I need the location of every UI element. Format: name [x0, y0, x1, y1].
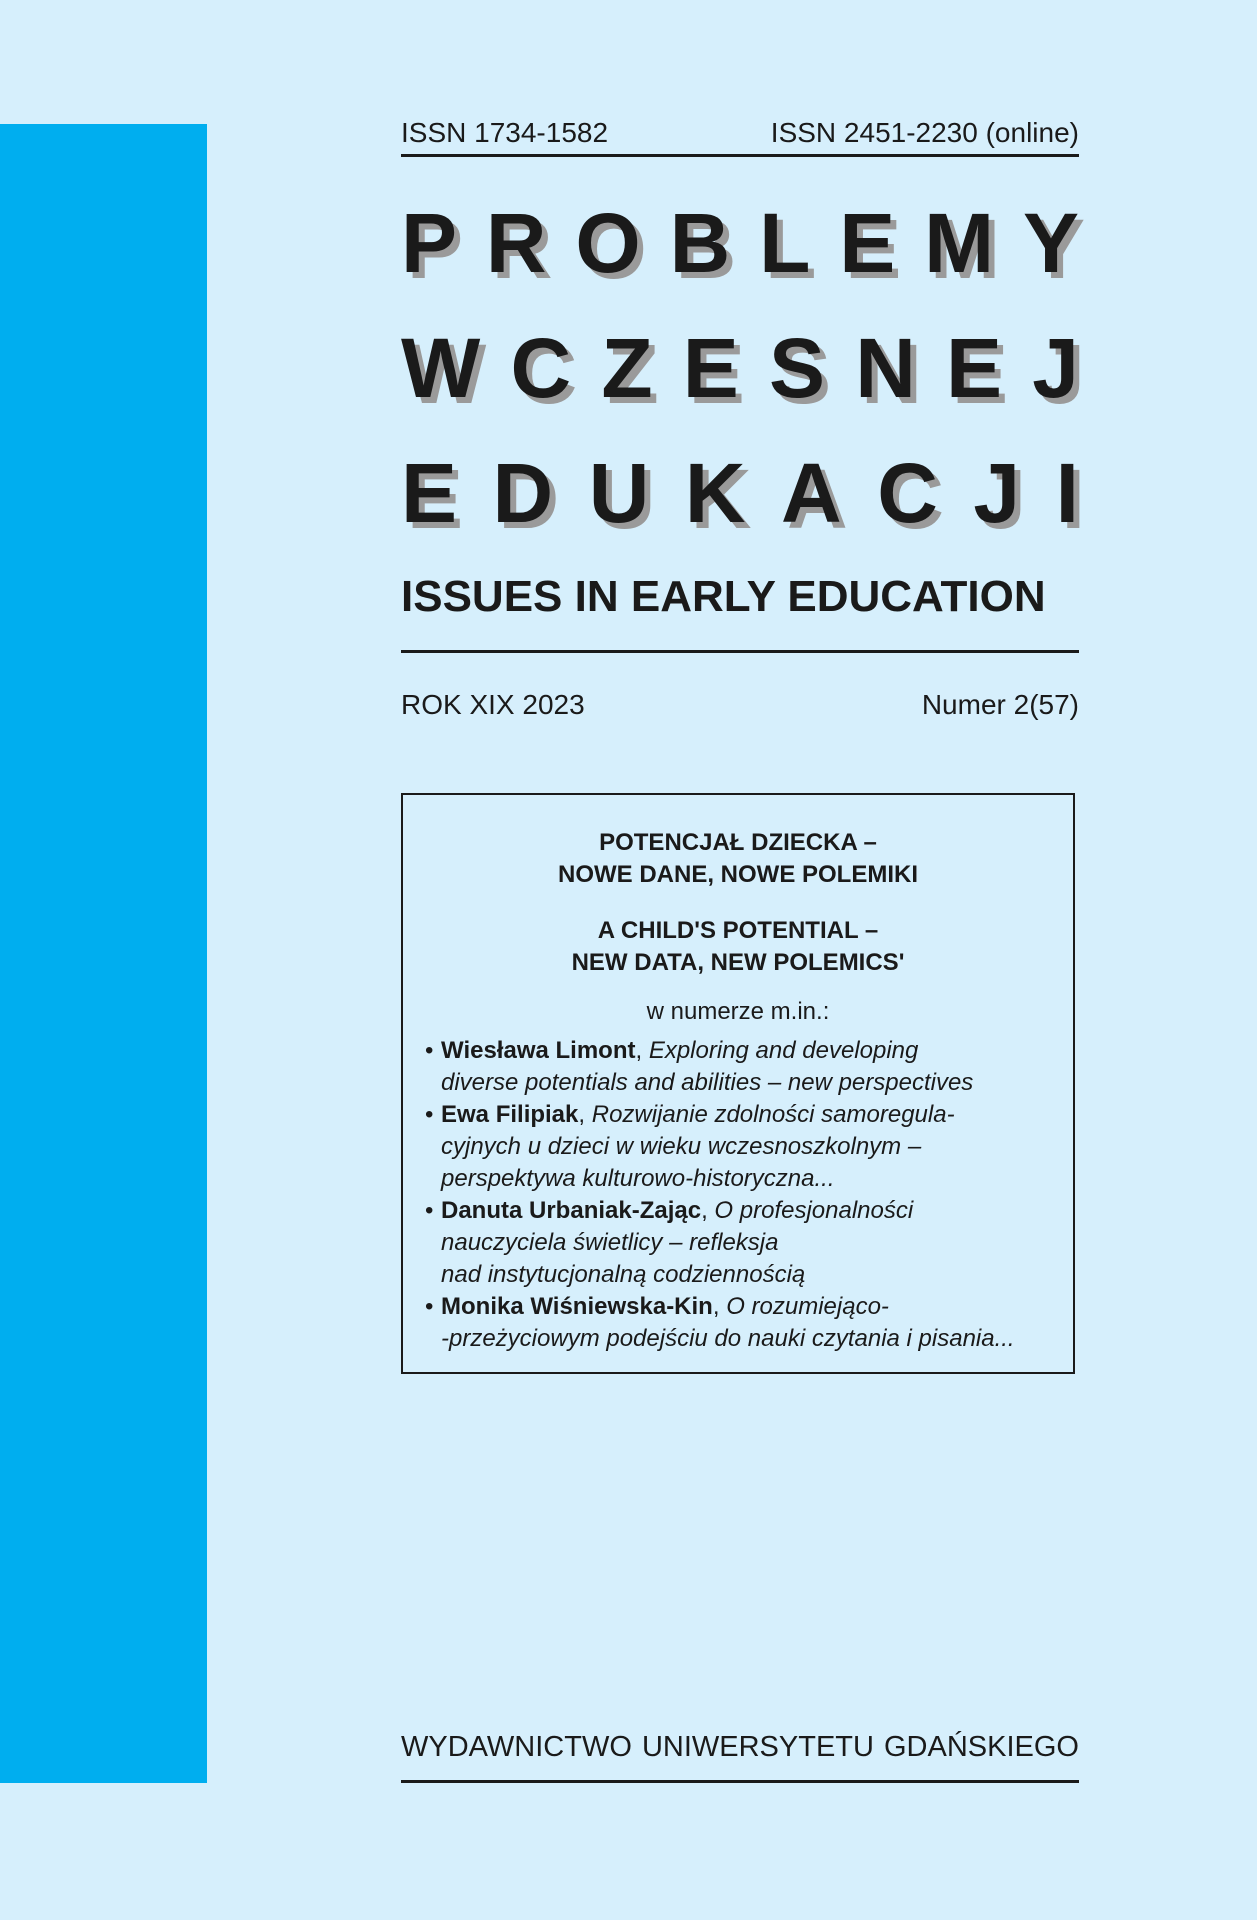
- title-letter: S: [769, 321, 826, 415]
- title-letter: C: [877, 446, 938, 540]
- article-author: Wiesława Limont: [441, 1037, 636, 1064]
- title-letter: I: [1055, 446, 1079, 540]
- cover-stripe: [0, 124, 207, 1783]
- theme-polish: [403, 827, 1073, 891]
- in-issue-label: w numerze m.in.:: [646, 998, 830, 1025]
- title-letter: C: [510, 321, 572, 415]
- title-letter: Y: [1022, 196, 1079, 290]
- title-letter: P: [401, 196, 458, 290]
- theme-polish-line: POTENCJAŁ DZIECKA –: [599, 829, 877, 856]
- title-letter: M: [924, 196, 995, 290]
- issue-year: ROK XIX 2023: [401, 689, 585, 720]
- article-title-line: nauczyciela świetlicy – refleksja: [441, 1229, 779, 1256]
- article-title-line: perspektywa kulturowo-historyczna...: [441, 1165, 835, 1192]
- article-author: Monika Wiśniewska-Kin: [441, 1293, 713, 1320]
- theme-polish-line: NOWE DANE, NOWE POLEMIKI: [558, 861, 918, 888]
- article-title-line: cyjnych u dzieci w wieku wczesnoszkolnym –: [441, 1133, 922, 1160]
- title-line-3: [401, 448, 1079, 538]
- top-rule: [401, 154, 1079, 157]
- article-title-line: Exploring and developing: [648, 1037, 919, 1064]
- title-letter: A: [781, 446, 842, 540]
- title-letter: D: [492, 446, 554, 540]
- title-letter: R: [485, 196, 547, 290]
- theme-english-line: A CHILD'S POTENTIAL –: [597, 917, 879, 944]
- article-title-line: diverse potentials and abilities – new perspectives: [441, 1069, 974, 1096]
- title-letter: U: [588, 446, 650, 540]
- list-item: [425, 1099, 1065, 1195]
- article-title-line: O rozumiejąco-: [726, 1293, 889, 1320]
- article-title-line: Rozwijanie zdolności samoregula-: [591, 1101, 955, 1128]
- title-letter: J: [1032, 321, 1079, 415]
- publisher-word: UNIWERSYTETU: [641, 1731, 874, 1763]
- title-line-2: [401, 323, 1079, 413]
- article-list: [425, 1035, 1065, 1355]
- title-letter: N: [855, 321, 916, 415]
- title-letter: W: [401, 321, 481, 415]
- issn-print: ISSN 1734-1582: [401, 117, 609, 148]
- list-item: [425, 1035, 1065, 1099]
- article-separator: ,: [701, 1197, 715, 1224]
- list-item: [425, 1195, 1065, 1291]
- title-letter: O: [575, 196, 641, 290]
- title-letter: K: [684, 446, 746, 540]
- issue-number: Numer 2(57): [921, 689, 1079, 720]
- issue-row: [401, 688, 1079, 722]
- article-author: Ewa Filipiak: [441, 1101, 579, 1128]
- subtitle-rule: [401, 650, 1079, 653]
- article-title-line: O profesjonalności: [714, 1197, 914, 1224]
- theme-english: [403, 915, 1073, 979]
- title-letter: E: [401, 446, 458, 540]
- article-author: Danuta Urbaniak-Zając: [441, 1197, 702, 1224]
- title-letter: B: [669, 196, 731, 290]
- title-line-1: [401, 198, 1079, 288]
- english-subtitle: ISSUES IN EARLY EDUCATION: [401, 572, 1046, 621]
- publisher-word: WYDAWNICTWO: [401, 1731, 632, 1763]
- title-letter: E: [682, 321, 739, 415]
- issn-row: [401, 116, 1079, 150]
- title-letter: E: [946, 321, 1003, 415]
- article-separator: ,: [635, 1037, 649, 1064]
- article-title-line: nad instytucjonalną codziennością: [441, 1261, 806, 1288]
- issn-online: ISSN 2451-2230 (online): [770, 117, 1079, 148]
- theme-english-line: NEW DATA, NEW POLEMICS': [571, 949, 905, 976]
- bottom-rule: [401, 1780, 1079, 1783]
- publisher-word: GDAŃSKIEGO: [883, 1731, 1079, 1763]
- publisher-name: [401, 1730, 1079, 1764]
- title-letter: L: [759, 196, 811, 290]
- title-letter: E: [839, 196, 896, 290]
- article-title-line: -przeżyciowym podejściu do nauki czytania i pisania...: [441, 1325, 1015, 1352]
- article-separator: ,: [578, 1101, 592, 1128]
- list-item: [425, 1291, 1065, 1355]
- article-separator: ,: [712, 1293, 727, 1320]
- title-letter: Z: [601, 321, 653, 415]
- title-letter: J: [973, 446, 1021, 540]
- contents-box: [401, 793, 1075, 1374]
